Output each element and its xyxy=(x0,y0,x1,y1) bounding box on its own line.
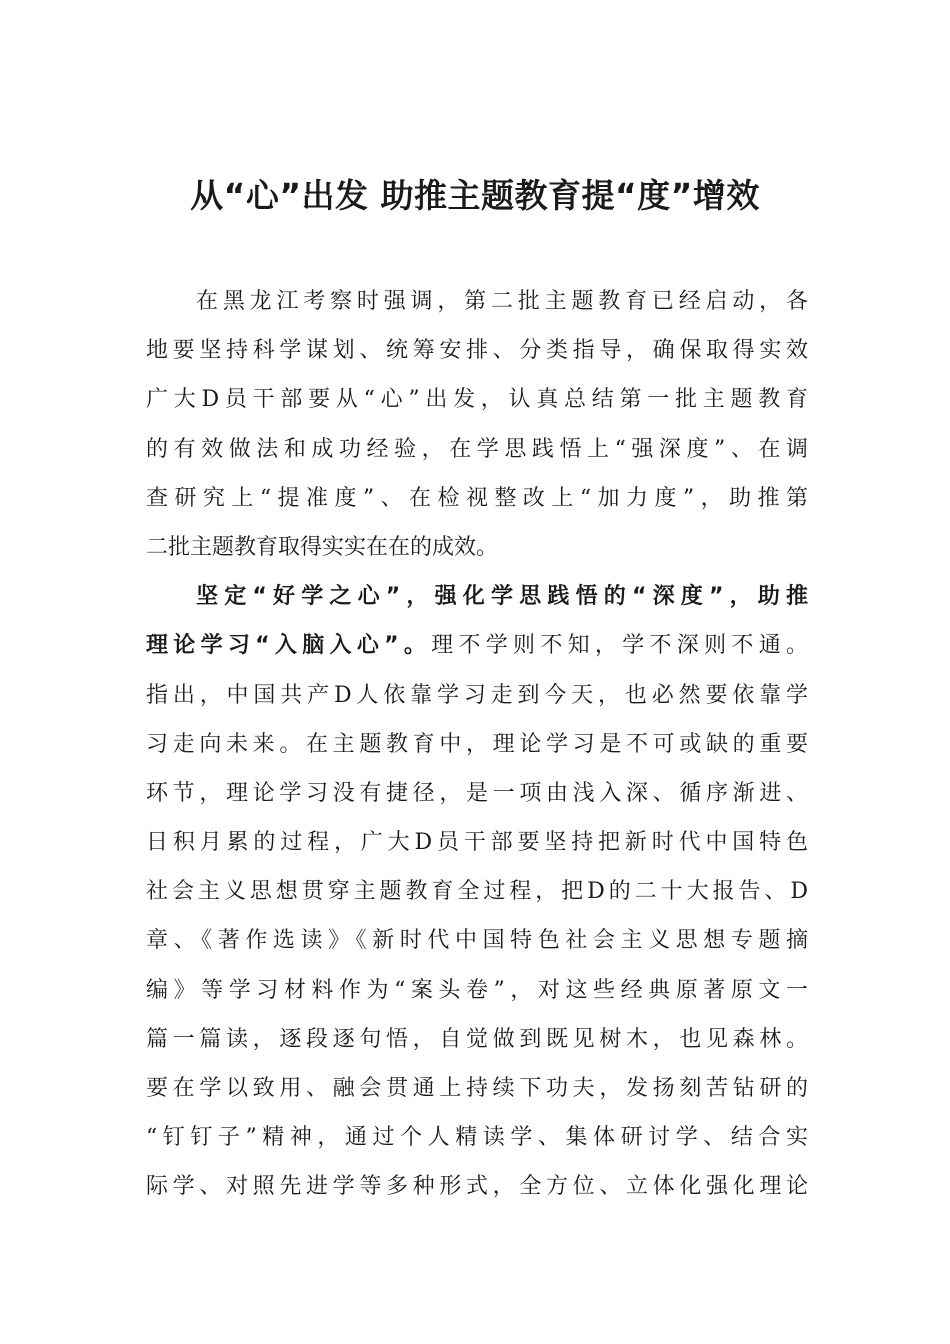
paragraph-text: 理不学则不知，学不深则不通。 xyxy=(431,633,808,659)
paragraph-line: 在黑龙江考察时强调，第二批主题教育已经启动，各 xyxy=(196,289,808,314)
paragraph-line: 社会主义思想贯穿主题教育全过程，把D的二十大报告、D xyxy=(146,879,808,905)
section-heading-continued: 理论学习“入脑入心”。 xyxy=(146,633,432,659)
paragraph-line: 广大D员干部要从“心”出发，认真总结第一批主题教育 xyxy=(146,387,808,413)
paragraph-line: 章、《著作选读》《新时代中国特色社会主义思想专题摘 xyxy=(146,928,808,954)
paragraph-line: “钉钉子”精神，通过个人精读学、集体研讨学、结合实 xyxy=(146,1125,808,1151)
paragraph-line xyxy=(146,621,808,670)
paragraph-line: 二批主题教育取得实实在在的成效。 xyxy=(146,534,499,560)
section-heading: 坚定“好学之心”，强化学思践悟的“深度”，助推 xyxy=(196,584,808,610)
paragraph-line: 习走向未来。在主题教育中，理论学习是不可或缺的重要 xyxy=(146,731,808,757)
document-body xyxy=(146,277,808,1212)
paragraph-line: 环节，理论学习没有捷径，是一项由浅入深、循序渐进、 xyxy=(146,780,808,806)
document-title: 从“心”出发 助推主题教育提“度”增效 xyxy=(190,176,760,215)
paragraph-line: 篇一篇读，逐段逐句悟，自觉做到既见树木，也见森林。 xyxy=(146,1026,808,1052)
paragraph-line: 的有效做法和成功经验，在学思践悟上“强深度”、在调 xyxy=(146,436,808,462)
paragraph-line: 日积月累的过程，广大D员干部要坚持把新时代中国特色 xyxy=(146,830,808,856)
paragraph-line: 地要坚持科学谋划、统筹安排、分类指导，确保取得实效 xyxy=(146,338,808,364)
paragraph-line: 查研究上“提准度”、在检视整改上“加力度”，助推第 xyxy=(146,485,808,511)
paragraph-line: 指出，中国共产D人依靠学习走到今天，也必然要依靠学 xyxy=(146,682,808,708)
paragraph-line: 编》等学习材料作为“案头卷”，对这些经典原著原文一 xyxy=(146,977,808,1003)
paragraph-line: 际学、对照先进学等多种形式，全方位、立体化强化理论 xyxy=(146,1174,808,1200)
paragraph-line: 要在学以致用、融会贯通上持续下功夫，发扬刻苦钻研的 xyxy=(146,1076,808,1101)
